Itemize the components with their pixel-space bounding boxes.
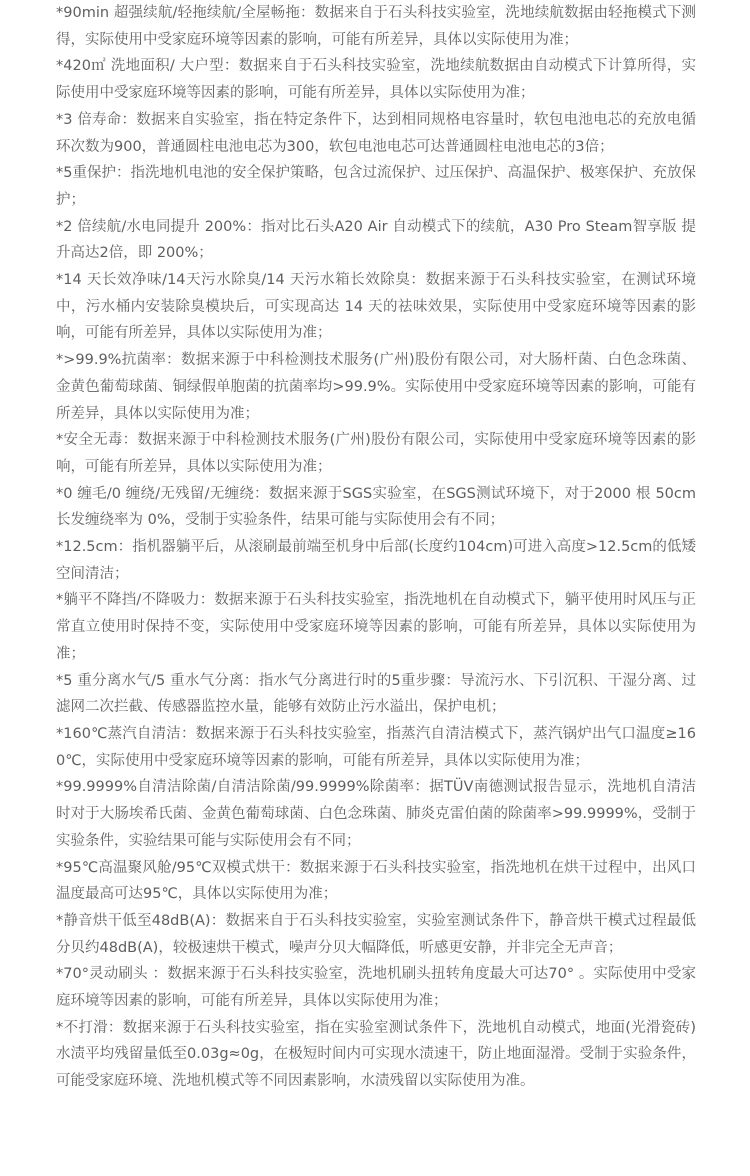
footnote-item: *70°灵动刷头 ：数据来源于石头科技实验室，洗地机刷头扭转角度最大可达70° 。实际使用中受家庭环境等因素的影响，可能有所差异，具体以实际使用为准； (56, 966, 696, 1010)
footnote-item: *12.5cm：指机器躺平后，从滚刷最前端至机身中后部(长度约104cm)可进入高度>12.5cm的低矮空间清洁； (56, 539, 696, 582)
footnote-item: *躺平不降挡/不降吸力：数据来源于石头科技实验室，指洗地机在自动模式下，躺平使用时风压与正常直立使用时保持不变，实际使用中受家庭环境等因素的影响，可能有所差异，具体以实际使用为准； (56, 592, 696, 662)
footnote-item: *静音烘干低至48dB(A)：数据来自于石头科技实验室，实验室测试条件下，静音烘干模式过程最低分贝约48dB(A)，较极速烘干模式，噪声分贝大幅降低，听感更安静，并非完全无声音； (56, 912, 696, 956)
footnote-item: *3 倍寿命：数据来自实验室，指在特定条件下，达到相同规格电容量时，软包电池电芯的充放电循环次数为900，普通圆柱电池电芯为300，软包电池电芯可达普通圆柱电池电芯的3倍； (56, 111, 696, 155)
footnote-item: *>99.9%抗菌率：数据来源于中科检测技术服务(广州)股份有限公司，对大肠杆菌、白色念珠菌、金黄色葡萄球菌、铜绿假单胞菌的抗菌率均>99.9%。实际使用中受家庭环境等因素的影响，可能有所差异，具体以实际使用为准； (56, 352, 696, 422)
footnote-item: *不打滑：数据来源于石头科技实验室，指在实验室测试条件下，洗地机自动模式，地面(光滑瓷砖)水渍平均残留量低至0.03g≈0g，在极短时间内可实现水渍速干，防止地面湿滑。受制于实验条件，可能受家庭环境、洗地机模式等不同因素影响，水渍残留以实际使用为准。 (56, 1019, 696, 1090)
footnote-item: *90min 超强续航/轻拖续航/全屋畅拖：数据来自于石头科技实验室，洗地续航数据由轻拖模式下测得，实际使用中受家庭环境等因素的影响，可能有所差异，具体以实际使用为准； (56, 5, 696, 48)
footnote-item: *2 倍续航/水电同提升 200%：指对比石头A20 Air 自动模式下的续航，A30 Pro Steam智享版 提升高达2倍，即 200%； (56, 218, 696, 262)
footnote-item: *5 重分离水气/5 重水气分离：指水气分离进行时的5重步骤：导流污水、下引沉积、干湿分离、过滤网二次拦截、传感器监控水量，能够有效防止污水溢出，保护电机； (56, 672, 696, 716)
footnotes-list (56, 0, 696, 1095)
footnote-item: *14 天长效净味/14天污水除臭/14 天污水箱长效除臭：数据来源于石头科技实验室，在测试环境中，污水桶内安装除臭模块后，可实现高达 14 天的祛味效果，实际使用中受家庭环境等因素的影响，可能有所差异，具体以实际使用为准； (56, 272, 696, 342)
footnote-item: *5重保护：指洗地机电池的安全保护策略，包含过流保护、过压保护、高温保护、极寒保护、充放保护； (56, 165, 696, 208)
footnote-item: *0 缠毛/0 缠绕/无残留/无缠绕：数据来源于SGS实验室，在SGS测试环境下，对于2000 根 50cm 长发缠绕率为 0%，受制于实验条件，结果可能与实际使用会有不同； (56, 485, 696, 529)
footnote-item: *420㎡ 洗地面积/ 大户型：数据来自于石头科技实验室，洗地续航数据由自动模式下计算所得，实际使用中受家庭环境等因素的影响，可能有所差异，具体以实际使用为准； (56, 58, 696, 102)
footnote-item: *99.9999%自清洁除菌/自清洁除菌/99.9999%除菌率：据TÜV南德测试报告显示，洗地机自清洁时对于大肠埃希氏菌、金黄色葡萄球菌、白色念珠菌、肺炎克雷伯菌的除菌率>99.9999%，受制于实验条件，实验结果可能与实际使用会有不同； (56, 779, 696, 849)
footnote-item: *安全无毒：数据来源于中科检测技术服务(广州)股份有限公司，实际使用中受家庭环境等因素的影响，可能有所差异，具体以实际使用为准； (56, 432, 696, 475)
footnote-item: *160℃蒸汽自清洁：数据来源于石头科技实验室，指蒸汽自清洁模式下，蒸汽锅炉出气口温度≥160℃，实际使用中受家庭环境等因素的影响，可能有所差异，具体以实际使用为准； (56, 725, 696, 769)
footnote-item: *95℃高温聚风舱/95℃双模式烘干：数据来源于石头科技实验室，指洗地机在烘干过程中，出风口温度最高可达95℃，具体以实际使用为准； (56, 859, 696, 903)
